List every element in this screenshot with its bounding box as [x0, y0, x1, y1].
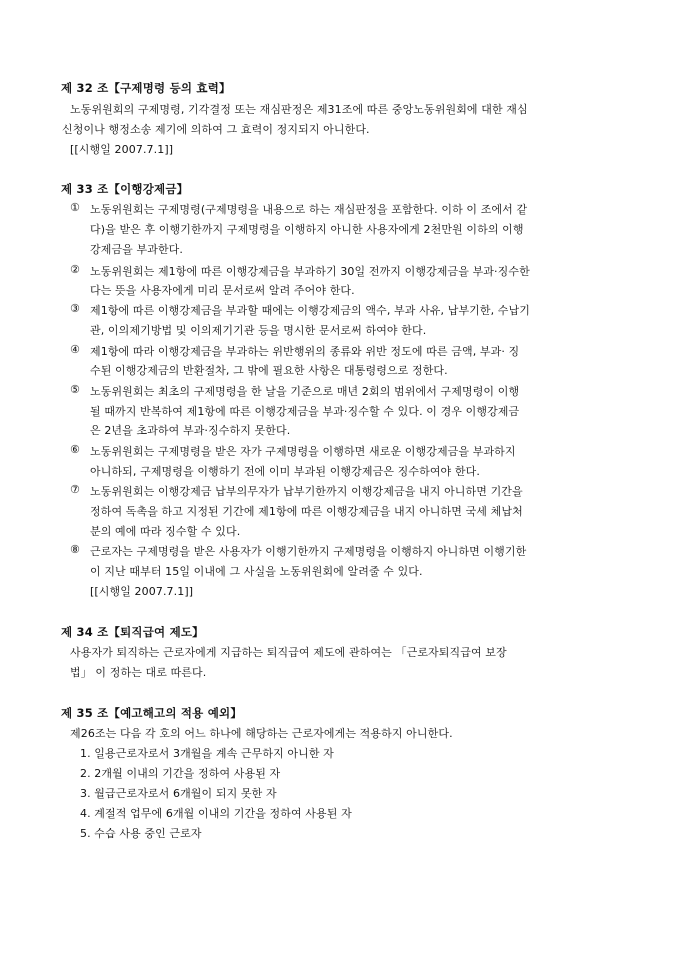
- clause-marker: ②: [70, 263, 80, 276]
- clause-line: 다는 뜻을 사용자에게 미리 문서로써 알려 주어야 한다.: [90, 284, 355, 297]
- article-32-heading: 제 32 조【구제명령 등의 효력】: [61, 81, 231, 95]
- article-34-line: 사용자가 퇴직하는 근로자에게 지급하는 퇴직급여 제도에 관하여는 「근로자퇴직급여 보장: [70, 646, 507, 659]
- list-item: 3. 월급근로자로서 6개월이 되지 못한 자: [80, 787, 277, 800]
- article-33-heading: 제 33 조【이행강제금】: [61, 182, 189, 196]
- list-item: 1. 일용근로자로서 3개월을 계속 근무하지 아니한 자: [80, 747, 334, 760]
- clause-line: 다)을 받은 후 이행기한까지 구제명령을 이행하지 아니한 사용자에게 2천만원 이하의 이행: [90, 223, 524, 236]
- clause-line: 노동위원회는 제1항에 따른 이행강제금을 부과하기 30일 전까지 이행강제금을 부과·징수한: [90, 265, 530, 278]
- clause-line: 노동위원회는 이행강제금 납부의무자가 납부기한까지 이행강제금을 내지 아니하면 기간을: [90, 485, 523, 498]
- clause-line: 이 지난 때부터 15일 이내에 그 사실을 노동위원회에 알려줄 수 있다.: [90, 565, 423, 578]
- list-item: 4. 계절적 업무에 6개월 이내의 기간을 정하여 사용된 자: [80, 807, 352, 820]
- clause-line: 수된 이행강제금의 반환절차, 그 밖에 필요한 사항은 대통령령으로 정한다.: [90, 364, 448, 377]
- clause-marker: ⑦: [70, 483, 80, 496]
- clause-line: 관, 이의제기방법 및 이의제기기관 등을 명시한 문서로써 하여야 한다.: [90, 324, 427, 337]
- article-32-effective-date: [[시행일 2007.7.1]]: [70, 143, 174, 156]
- clause-marker: ④: [70, 343, 80, 356]
- clause-line: 노동위원회는 구제명령(구제명령을 내용으로 하는 재심판정을 포함한다. 이하 이 조에서 같: [90, 203, 528, 216]
- list-item: 2. 2개월 이내의 기간을 정하여 사용된 자: [80, 767, 281, 780]
- article-33-effective-date: [[시행일 2007.7.1]]: [90, 585, 194, 598]
- clause-line: 노동위원회는 구제명령을 받은 자가 구제명령을 이행하면 새로운 이행강제금을 부과하지: [90, 445, 516, 458]
- list-item: 5. 수습 사용 중인 근로자: [80, 827, 202, 840]
- article-35-heading: 제 35 조【예고해고의 적용 예외】: [61, 706, 243, 720]
- clause-line: 은 2년을 초과하여 부과·징수하지 못한다.: [90, 424, 291, 437]
- clause-marker: ①: [70, 201, 80, 214]
- clause-marker: ⑥: [70, 443, 80, 456]
- clause-line: 정하여 독촉을 하고 지정된 기간에 제1항에 따른 이행강제금을 내지 아니하면 국세 체납처: [90, 505, 523, 518]
- clause-line: 강제금을 부과한다.: [90, 243, 184, 256]
- clause-line: 아니하되, 구제명령을 이행하기 전에 이미 부과된 이행강제금은 징수하여야 한다.: [90, 465, 480, 478]
- clause-marker: ⑧: [70, 543, 80, 556]
- article-32-line: 노동위원회의 구제명령, 기각결정 또는 재심판정은 제31조에 따른 중앙노동위원회에 대한 재심: [70, 103, 528, 116]
- clause-line: 분의 예에 따라 징수할 수 있다.: [90, 525, 241, 538]
- article-34-heading: 제 34 조【퇴직급여 제도】: [61, 625, 204, 639]
- clause-line: 근로자는 구제명령을 받은 사용자가 이행기한까지 구제명령을 이행하지 아니하면 이행기한: [90, 545, 527, 558]
- article-35-intro: 제26조는 다음 각 호의 어느 하나에 해당하는 근로자에게는 적용하지 아니한다.: [70, 727, 453, 740]
- clause-line: 될 때까지 반복하여 제1항에 따른 이행강제금을 부과·징수할 수 있다. 이 경우 이행강제금: [90, 405, 520, 418]
- clause-marker: ③: [70, 302, 80, 315]
- clause-line: 제1항에 따라 이행강제금을 부과하는 위반행위의 종류와 위반 정도에 따른 금액, 부과· 징: [90, 345, 520, 358]
- article-34-line: 법」 이 정하는 대로 따른다.: [70, 666, 207, 679]
- clause-line: 노동위원회는 최초의 구제명령을 한 날을 기준으로 매년 2회의 범위에서 구제명령이 이행: [90, 385, 520, 398]
- article-32-line: 신청이나 행정소송 제기에 의하여 그 효력이 정지되지 아니한다.: [62, 123, 370, 136]
- clause-marker: ⑤: [70, 383, 80, 396]
- clause-line: 제1항에 따른 이행강제금을 부과할 때에는 이행강제금의 액수, 부과 사유, 납부기한, 수납기: [90, 304, 530, 317]
